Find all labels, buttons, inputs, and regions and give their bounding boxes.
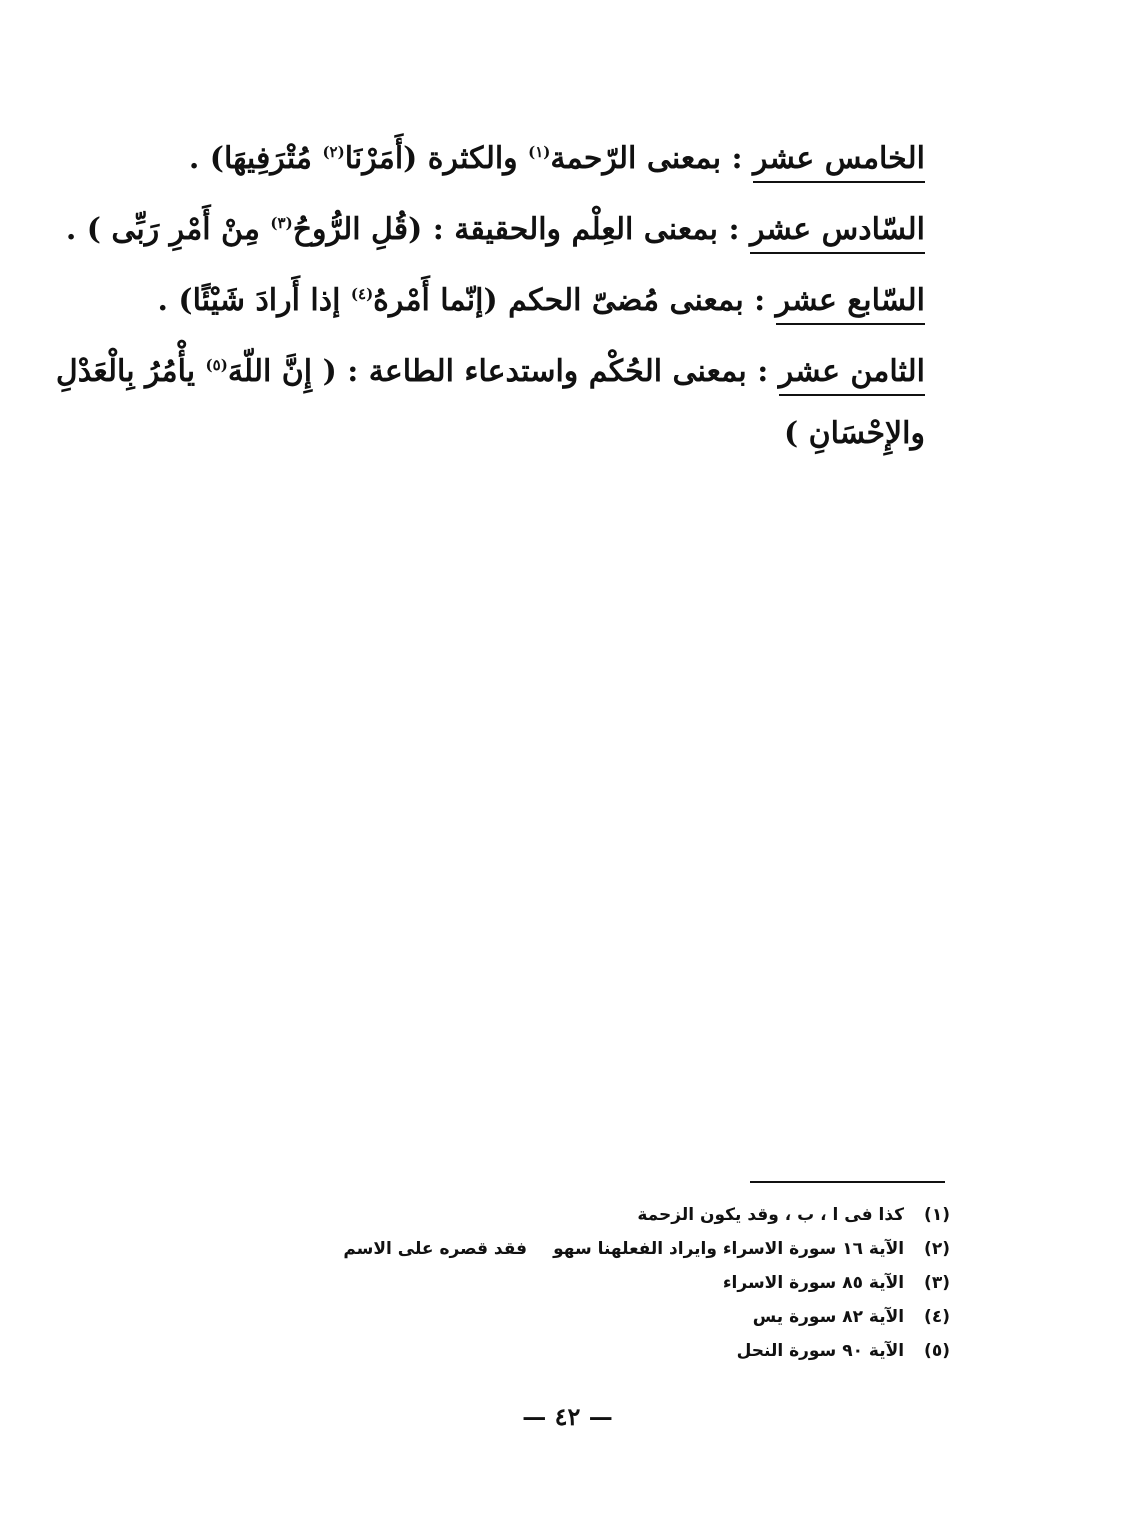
line-text: إذا أَرادَ شَيْئًا) .: [157, 283, 351, 318]
footnote-divider: [750, 1181, 945, 1183]
line-text: مُتْرَفِيهَا) .: [188, 141, 323, 176]
line-heading: السّابع عشر: [776, 282, 925, 325]
line-text: : بمعنى مُضىّ الحكم (إنّما أَمْرهُ: [373, 283, 776, 318]
line-text: يأْمُرُ بِالْعَدْلِ: [55, 354, 206, 389]
footnotes: [240, 1203, 950, 1373]
main-text: [55, 140, 925, 486]
footnote-text-extra: فقد قصره على الاسم: [343, 1239, 528, 1259]
footnote-ref: (٥): [205, 356, 228, 374]
footnote-text: الآية ٨٥ سورة الاسراء: [722, 1273, 905, 1293]
footnote-number: (١): [924, 1205, 950, 1225]
text-line-17: [100, 282, 925, 320]
text-line-15: [100, 140, 925, 178]
footnote-text: كذا فى ا ، ب ، وقد يكون الزحمة: [637, 1205, 905, 1225]
footnote-text: الآية ٨٢ سورة يس: [752, 1307, 905, 1327]
line-text: : بمعنى الحُكْم واستدعاء الطاعة : ( إِنَّ اللّهَ: [227, 354, 779, 389]
line-text: والإِحْسَانِ ): [783, 416, 925, 451]
footnote-ref: (٢): [322, 143, 345, 161]
footnote-text: الآية ١٦ سورة الاسراء وايراد الفعلهنا سهو: [553, 1239, 905, 1259]
line-text: : بمعنى الرّحمة: [550, 141, 754, 176]
footnote-item: [240, 1271, 950, 1295]
footnote-item: [240, 1305, 950, 1329]
text-line-18: [55, 353, 925, 391]
text-line-16: [65, 211, 925, 249]
page-number: — ٤٢ —: [522, 1402, 613, 1431]
line-text: : بمعنى العِلْم والحقيقة : (قُلِ الرُّوحُ: [292, 212, 750, 247]
line-text: والكثرة (أَمَرْنَا: [344, 141, 529, 176]
footnote-ref: (٤): [350, 285, 374, 303]
footnote-text: الآية ٩٠ سورة النحل: [736, 1341, 905, 1361]
footnote-item: [240, 1237, 950, 1261]
text-line-18-continuation: [100, 415, 925, 453]
line-heading: السّادس عشر: [750, 211, 925, 254]
footnote-ref: (١): [528, 143, 551, 161]
footnote-number: (٤): [924, 1307, 950, 1327]
footnote-number: (٢): [924, 1239, 950, 1259]
line-heading: الخامس عشر: [753, 140, 925, 183]
line-text: مِنْ أَمْرِ رَبِّى ) .: [65, 212, 271, 247]
footnote-number: (٣): [924, 1273, 950, 1293]
footnote-item: [240, 1339, 950, 1363]
footnote-number: (٥): [924, 1341, 950, 1361]
footnote-item: [240, 1203, 950, 1227]
line-heading: الثامن عشر: [779, 353, 925, 396]
footnote-ref: (٣): [270, 214, 293, 232]
